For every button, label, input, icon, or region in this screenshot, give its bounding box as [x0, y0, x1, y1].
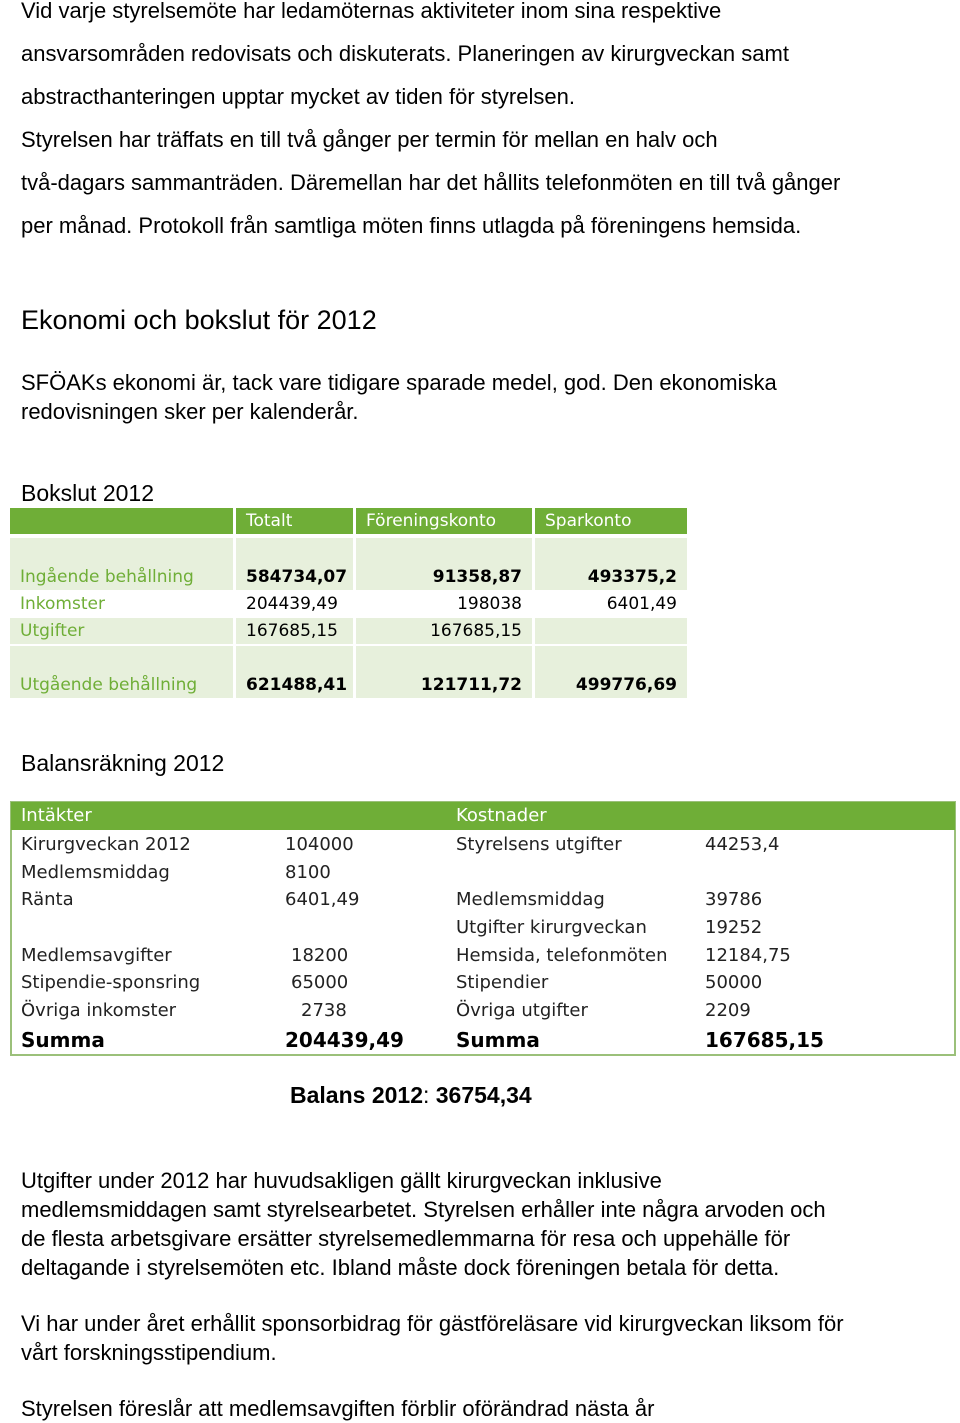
balans-cost-value: 39786: [705, 889, 763, 910]
bokslut-spacer-cell: [236, 538, 353, 564]
closing-paragraph-1: [21, 1166, 951, 1282]
closing-line: vårt forskningsstipendium.: [21, 1340, 277, 1365]
balans-sum-label: Summa: [21, 1028, 105, 1052]
balans-income-label: Ränta: [21, 889, 74, 910]
balans-result-value: 36754,34: [435, 1082, 532, 1108]
balans-income-label: Stipendie-sponsring: [21, 972, 201, 993]
bokslut-spacer-cell: [535, 646, 687, 672]
balans-cost-label: Stipendier: [456, 972, 549, 993]
bokslut-row-label: Inkomster: [10, 591, 233, 617]
bokslut-header-sparkonto: Sparkonto: [535, 508, 687, 534]
balans-cost-label: Medlemsmiddag: [456, 889, 605, 910]
closing-paragraph-3: [21, 1394, 951, 1423]
balans-cost-label: Styrelsens utgifter: [456, 834, 622, 855]
bokslut-spacer-cell: [236, 646, 353, 672]
closing-paragraph-2: [21, 1309, 951, 1367]
ekonomi-paragraph: [21, 368, 951, 426]
balans-result-separator: :: [422, 1082, 430, 1108]
bokslut-cell-sparkonto: 6401,49: [535, 591, 687, 617]
bokslut-cell-foreningskonto: 198038: [356, 591, 532, 617]
balans-header-intakter: Intäkter: [21, 805, 92, 826]
balans-sum-cost: 167685,15: [705, 1028, 824, 1052]
balans-cost-value: 2209: [705, 1000, 751, 1021]
balans-income-label: Övriga inkomster: [21, 1000, 177, 1021]
balans-income-label: Medlemsavgifter: [21, 945, 172, 966]
balans-income-value: 18200: [291, 945, 349, 966]
intro-line: per månad. Protokoll från samtliga möten finns utlagda på föreningens hemsida.: [21, 213, 802, 238]
bokslut-header-totalt: Totalt: [236, 508, 353, 534]
intro-line: ansvarsområden redovisats och diskuterats. Planeringen av kirurgveckan samt: [21, 41, 789, 66]
ekonomi-line: redovisningen sker per kalenderår.: [21, 399, 359, 424]
bokslut-row-label: Ingående behållning: [10, 564, 233, 590]
intro-line: två-dagars sammanträden. Däremellan har det hållits telefonmöten en till två gånger: [21, 170, 841, 195]
balans-income-label: Kirurgveckan 2012: [21, 834, 191, 855]
closing-line: Utgifter under 2012 har huvudsakligen gällt kirurgveckan inklusive: [21, 1168, 662, 1193]
balans-cost-value: 12184,75: [705, 945, 791, 966]
balans-header-kostnader: Kostnader: [456, 805, 547, 826]
bokslut-spacer-cell: [10, 646, 233, 672]
balans-sum-income: 204439,49: [285, 1028, 404, 1052]
bokslut-header-foreningskonto: Föreningskonto: [356, 508, 532, 534]
bokslut-cell-totalt: 204439,49: [236, 591, 353, 617]
bokslut-cell-totalt: 584734,07: [236, 564, 353, 590]
bokslut-spacer-cell: [535, 538, 687, 564]
bokslut-spacer-cell: [356, 646, 532, 672]
balans-cost-label: Utgifter kirurgveckan: [456, 917, 647, 938]
balans-income-value: 65000: [291, 972, 349, 993]
bokslut-spacer-cell: [10, 538, 233, 564]
balans-income-value: 6401,49: [285, 889, 360, 910]
section-heading-ekonomi: Ekonomi och bokslut för 2012: [21, 305, 377, 335]
bokslut-header-empty: [10, 508, 233, 534]
closing-line: de flesta arbetsgivare ersätter styrelsemedlemmarna för resa och uppehälle för: [21, 1226, 791, 1251]
bokslut-caption: Bokslut 2012: [21, 480, 154, 506]
bokslut-cell-sparkonto: 499776,69: [535, 672, 687, 698]
closing-line: medlemsmiddagen samt styrelsearbetet. Styrelsen erhåller inte några arvoden och: [21, 1197, 826, 1222]
intro-line: Styrelsen har träffats en till två gånger per termin för mellan en halv och: [21, 127, 718, 152]
balans-cost-value: 44253,4: [705, 834, 780, 855]
intro-line: abstracthanteringen upptar mycket av tiden för styrelsen.: [21, 84, 575, 109]
balans-result-label: Balans 2012: [290, 1082, 423, 1108]
bokslut-cell-foreningskonto: 91358,87: [356, 564, 532, 590]
closing-line: Styrelsen föreslår att medlemsavgiften förblir oförändrad nästa år: [21, 1396, 655, 1421]
balans-income-value: 2738: [301, 1000, 347, 1021]
bokslut-cell-totalt: 167685,15: [236, 618, 353, 644]
intro-line: Vid varje styrelsemöte har ledamöternas aktiviteter inom sina respektive: [21, 0, 722, 23]
closing-line: deltagande i styrelsemöten etc. Ibland måste dock föreningen betala för detta.: [21, 1255, 780, 1280]
bokslut-cell-sparkonto: [535, 618, 687, 644]
balans-cost-value: 19252: [705, 917, 763, 938]
balans-cost-label: Övriga utgifter: [456, 1000, 588, 1021]
balans-result: [290, 1080, 532, 1110]
balans-income-label: Medlemsmiddag: [21, 862, 170, 883]
balans-income-value: 104000: [285, 834, 354, 855]
bokslut-cell-foreningskonto: 121711,72: [356, 672, 532, 698]
bokslut-cell-foreningskonto: 167685,15: [356, 618, 532, 644]
bokslut-cell-totalt: 621488,41: [236, 672, 353, 698]
bokslut-row-label: Utgifter: [10, 618, 233, 644]
intro-paragraph: [21, 0, 951, 247]
balans-sum-label: Summa: [456, 1028, 540, 1052]
bokslut-cell-sparkonto: 493375,2: [535, 564, 687, 590]
bokslut-row-label: Utgående behållning: [10, 672, 233, 698]
balans-cost-label: Hemsida, telefonmöten: [456, 945, 668, 966]
ekonomi-line: SFÖAKs ekonomi är, tack vare tidigare sparade medel, god. Den ekonomiska: [21, 370, 777, 395]
closing-line: Vi har under året erhållit sponsorbidrag för gästföreläsare vid kirurgveckan liksom för: [21, 1311, 844, 1336]
balans-caption: Balansräkning 2012: [21, 750, 225, 776]
balans-cost-value: 50000: [705, 972, 763, 993]
bokslut-spacer-cell: [356, 538, 532, 564]
balans-income-value: 8100: [285, 862, 331, 883]
